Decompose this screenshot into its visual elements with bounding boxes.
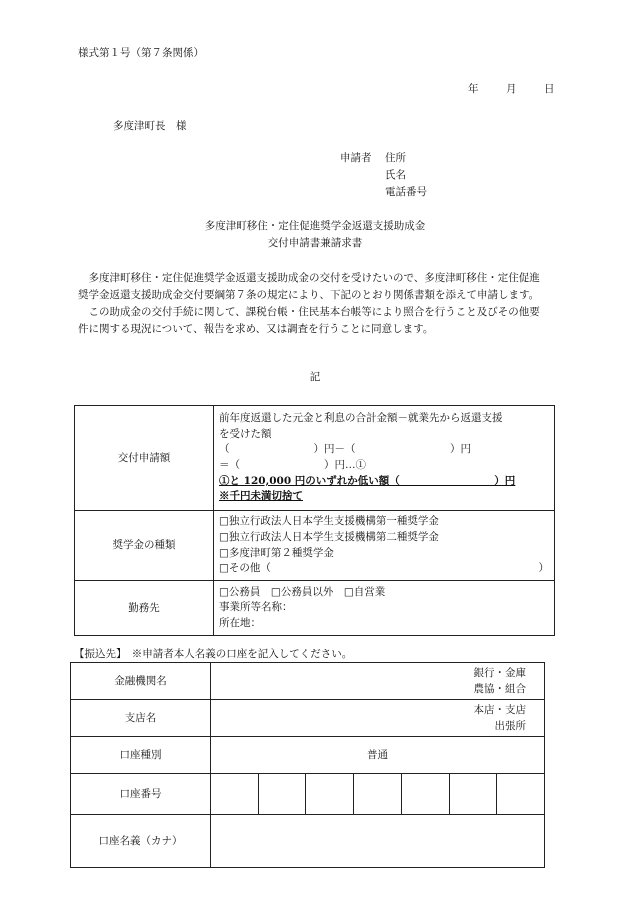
institution-types-1: 銀行・金庫	[473, 667, 526, 679]
amount-line-6: ※千円未満切捨て	[219, 490, 303, 503]
employer-cell[interactable]	[214, 581, 555, 636]
scholarship-cell[interactable]	[214, 511, 555, 581]
body-paragraph-2: この助成金の交付手続に関して、課税台帳・住民基本台帳等により照合を行うこと及びその他要件に関する現況について、報告を求め、又は調査を行うことに同意します。	[78, 306, 540, 335]
title-line-2: 交付申請書兼請求書	[267, 237, 363, 249]
applicant-address-label: 住所	[385, 152, 406, 164]
bank-table	[70, 662, 545, 868]
institution-label: 金融機関名	[71, 663, 211, 700]
account-number-field[interactable]	[211, 774, 545, 815]
form-number: 様式第１号（第７条関係）	[78, 47, 204, 59]
amount-line-5: ①と 120,000 円のいずれか低い額（ ）円	[219, 474, 516, 487]
account-digit-box[interactable]	[211, 774, 259, 814]
employer-label: 勤務先	[75, 581, 214, 636]
applicant-block	[340, 152, 427, 203]
institution-field[interactable]	[211, 663, 545, 700]
date-line	[468, 83, 555, 96]
branch-types-2: 出張所	[494, 720, 526, 732]
ki-heading: 記	[309, 371, 321, 383]
institution-types-2: 農協・組合	[473, 683, 526, 695]
document-title	[0, 220, 630, 254]
branch-field[interactable]	[211, 700, 545, 737]
branch-types-1: 本店・支店	[473, 704, 526, 716]
scholarship-option-3[interactable]: □多度津町第２種奨学金	[219, 546, 334, 559]
amount-line-1: 前年度返還した元金と利息の合計金額－就業先から返還支援	[219, 412, 503, 425]
scholarship-option-1[interactable]: □独立行政法人日本学生支援機構第一種奨学金	[219, 515, 439, 528]
application-table	[74, 405, 555, 636]
employer-address-label: 所在地：	[219, 616, 261, 629]
account-digit-box[interactable]	[402, 774, 450, 814]
scholarship-label: 奨学金の種類	[75, 511, 214, 581]
account-digit-box[interactable]	[259, 774, 307, 814]
amount-line-4: ＝（ ）円…①	[219, 459, 366, 471]
amount-label: 交付申請額	[75, 406, 214, 511]
applicant-phone-label: 電話番号	[385, 186, 427, 198]
applicant-name-label: 氏名	[385, 169, 406, 181]
applicant-role: 申請者	[340, 152, 372, 164]
amount-cell[interactable]	[214, 406, 555, 511]
body-text	[78, 270, 550, 338]
account-holder-field[interactable]	[211, 815, 545, 868]
account-holder-label: 口座名義（カナ）	[71, 815, 211, 868]
date-month: 月	[506, 83, 517, 95]
branch-label: 支店名	[71, 700, 211, 737]
employer-type-options[interactable]: □公務員 □公務員以外 □自営業	[219, 585, 386, 598]
scholarship-option-2[interactable]: □独立行政法人日本学生支援機構第二種奨学金	[219, 530, 439, 543]
account-number-label: 口座番号	[71, 774, 211, 815]
title-line-1: 多度津町移住・定住促進奨学金返還支援助成金	[204, 220, 426, 232]
account-digit-box[interactable]	[450, 774, 498, 814]
account-type-value: 普通	[211, 737, 545, 774]
date-day: 日	[544, 83, 555, 95]
amount-line-2: を受けた額	[219, 427, 272, 440]
amount-line-3: （ ）円－（ ）円	[219, 443, 471, 456]
account-digit-box[interactable]	[306, 774, 354, 814]
scholarship-option-4[interactable]: □その他（	[219, 562, 271, 575]
date-year: 年	[468, 83, 479, 95]
account-type-label: 口座種別	[71, 737, 211, 774]
account-digit-box[interactable]	[497, 774, 544, 814]
addressee: 多度津町長 様	[113, 120, 187, 132]
bank-heading: 【振込先】 ※申請者本人名義の口座を記入してください。	[74, 648, 353, 660]
account-digit-box[interactable]	[354, 774, 402, 814]
scholarship-close-paren: ）	[538, 562, 549, 575]
employer-name-label: 事業所等名称：	[219, 601, 293, 614]
body-paragraph-1: 多度津町移住・定住促進奨学金返還支援助成金の交付を受けたいので、多度津町移住・定住促進奨学金返還支援助成金交付要綱第７条の規定により、下記のとおり関係書類を添えて申請します。	[78, 272, 540, 301]
